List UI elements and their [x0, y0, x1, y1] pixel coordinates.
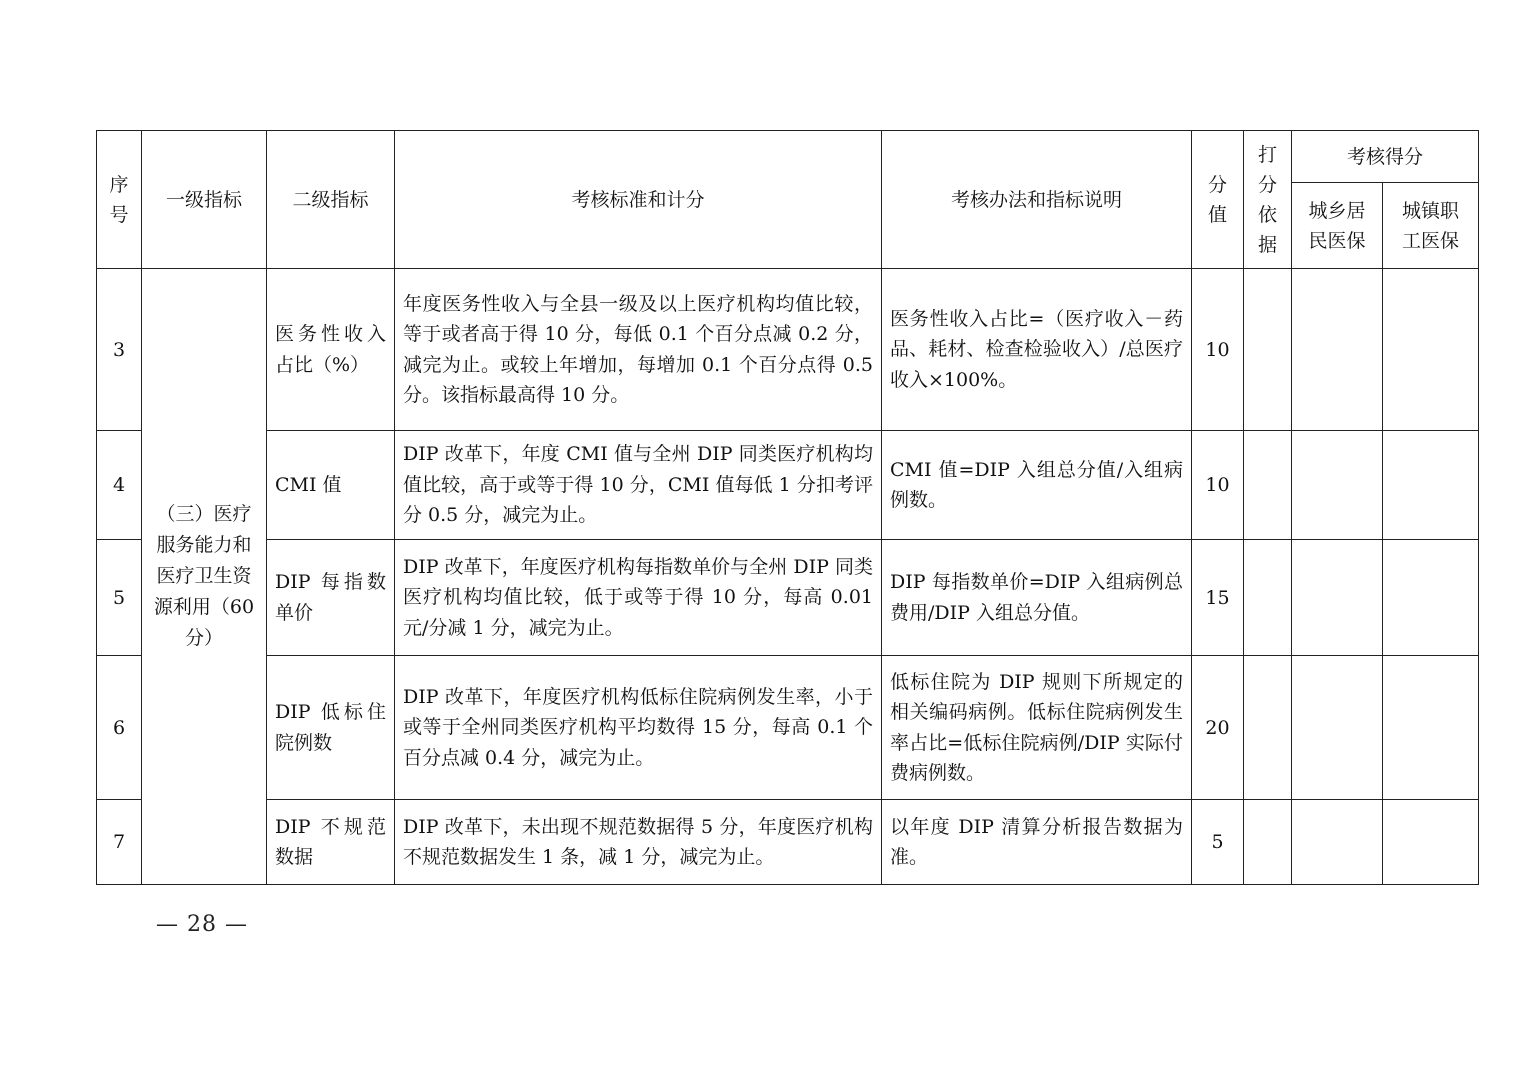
header-level1: 一级指标 — [142, 131, 267, 269]
row-score: 10 — [1192, 269, 1244, 431]
header-method: 考核办法和指标说明 — [882, 131, 1192, 269]
row-level2: DIP 每指数单价 — [267, 540, 395, 656]
header-row-1 — [97, 131, 1479, 183]
row-level2: 医务性收入占比（%） — [267, 269, 395, 431]
row-basis — [1244, 431, 1292, 540]
page-number: — 28 — — [156, 912, 248, 937]
row-result-rural — [1292, 656, 1383, 800]
row-score: 15 — [1192, 540, 1244, 656]
row-seq: 7 — [97, 800, 142, 885]
row-standard: DIP 改革下，未出现不规范数据得 5 分，年度医疗机构不规范数据发生 1 条，减 1 分，减完为止。 — [395, 800, 882, 885]
row-standard: DIP 改革下，年度医疗机构每指数单价与全州 DIP 同类医疗机构均值比较，低于或等于得 10 分，每高 0.01 元/分减 1 分，减完为止。 — [395, 540, 882, 656]
row-basis — [1244, 540, 1292, 656]
table-row — [97, 800, 1479, 885]
row-seq: 4 — [97, 431, 142, 540]
row-level2: DIP 低标住院例数 — [267, 656, 395, 800]
row-method: 低标住院为 DIP 规则下所规定的相关编码病例。低标住院病例发生率占比=低标住院病例/DIP 实际付费病例数。 — [882, 656, 1192, 800]
header-score: 分值 — [1192, 131, 1244, 269]
row-basis — [1244, 800, 1292, 885]
row-score: 10 — [1192, 431, 1244, 540]
header-seq: 序号 — [97, 131, 142, 269]
row-seq: 3 — [97, 269, 142, 431]
row-result-rural — [1292, 800, 1383, 885]
row-level2: DIP 不规范数据 — [267, 800, 395, 885]
row-method: 以年度 DIP 清算分析报告数据为准。 — [882, 800, 1192, 885]
assessment-table — [96, 130, 1479, 885]
row-seq: 6 — [97, 656, 142, 800]
row-result-urban — [1383, 269, 1479, 431]
header-result-rural: 城乡居民医保 — [1292, 183, 1383, 269]
section-label: （三）医疗服务能力和医疗卫生资源利用（60分） — [142, 269, 267, 885]
row-result-urban — [1383, 431, 1479, 540]
row-result-urban — [1383, 800, 1479, 885]
row-method: 医务性收入占比=（医疗收入－药品、耗材、检查检验收入）/总医疗收入×100%。 — [882, 269, 1192, 431]
row-result-rural — [1292, 269, 1383, 431]
table-row — [97, 540, 1479, 656]
row-standard: 年度医务性收入与全县一级及以上医疗机构均值比较，等于或者高于得 10 分，每低 0.1 个百分点减 0.2 分，减完为止。或较上年增加，每增加 0.1 个百分点得 0.5 分。该指标最高得 10 分。 — [395, 269, 882, 431]
header-basis: 打分依据 — [1244, 131, 1292, 269]
header-result-urban: 城镇职工医保 — [1383, 183, 1479, 269]
header-level2: 二级指标 — [267, 131, 395, 269]
row-result-rural — [1292, 431, 1383, 540]
row-result-urban — [1383, 540, 1479, 656]
header-standard: 考核标准和计分 — [395, 131, 882, 269]
table-row — [97, 269, 1479, 431]
row-standard: DIP 改革下，年度 CMI 值与全州 DIP 同类医疗机构均值比较，高于或等于得 10 分，CMI 值每低 1 分扣考评分 0.5 分，减完为止。 — [395, 431, 882, 540]
row-method: CMI 值=DIP 入组总分值/入组病例数。 — [882, 431, 1192, 540]
row-score: 20 — [1192, 656, 1244, 800]
header-result: 考核得分 — [1292, 131, 1479, 183]
table-row — [97, 656, 1479, 800]
row-result-rural — [1292, 540, 1383, 656]
row-level2: CMI 值 — [267, 431, 395, 540]
row-score: 5 — [1192, 800, 1244, 885]
row-standard: DIP 改革下，年度医疗机构低标住院病例发生率，小于或等于全州同类医疗机构平均数得 15 分，每高 0.1 个百分点减 0.4 分，减完为止。 — [395, 656, 882, 800]
row-method: DIP 每指数单价=DIP 入组病例总费用/DIP 入组总分值。 — [882, 540, 1192, 656]
row-basis — [1244, 269, 1292, 431]
table-row — [97, 431, 1479, 540]
row-result-urban — [1383, 656, 1479, 800]
row-basis — [1244, 656, 1292, 800]
row-seq: 5 — [97, 540, 142, 656]
